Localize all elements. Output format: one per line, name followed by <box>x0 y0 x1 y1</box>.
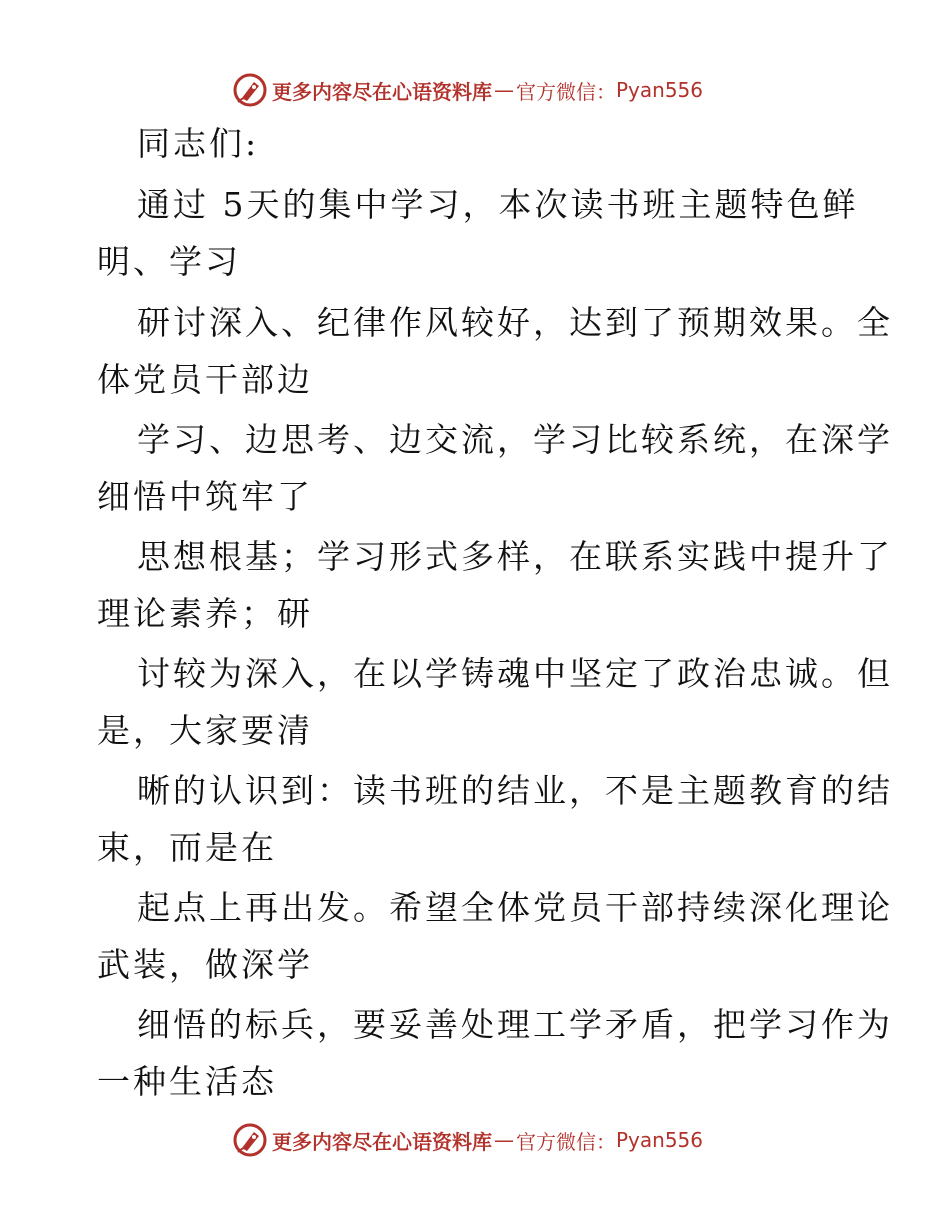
body-line: 明、学习 <box>97 242 241 281</box>
banner-separator: — <box>494 1128 514 1152</box>
body-line: 细悟中筑牢了 <box>97 477 313 516</box>
body-line: 束，而是在 <box>97 828 277 867</box>
banner-wechat-id: Pyan556 <box>616 78 704 102</box>
body-line: 同志们: <box>137 124 260 163</box>
body-line: 是，大家要清 <box>97 711 313 750</box>
banner-wechat-label: 官方微信： <box>516 1129 616 1154</box>
body-line: 理论素养；研 <box>97 594 313 633</box>
banner-separator: — <box>494 78 514 102</box>
body-line: 学习、边思考、边交流，学习比较系统，在深学 <box>137 420 893 459</box>
pen-nib-logo-icon <box>232 72 268 108</box>
banner-site-text: 更多内容尽在心语资料库 <box>272 1129 492 1154</box>
header-banner <box>232 70 703 110</box>
body-line: 起点上再出发。希望全体党员干部持续深化理论 <box>137 888 893 927</box>
body-line: 武装，做深学 <box>97 945 313 984</box>
banner-wechat-label: 官方微信： <box>516 79 616 104</box>
body-line: 体党员干部边 <box>97 360 313 399</box>
body-line: 研讨深入、纪律作风较好，达到了预期效果。全 <box>137 303 893 342</box>
footer-banner <box>232 1120 703 1160</box>
body-line: 通过 5天的集中学习，本次读书班主题特色鲜 <box>137 185 859 224</box>
banner-site-text: 更多内容尽在心语资料库 <box>272 79 492 104</box>
body-line: 晰的认识到：读书班的结业，不是主题教育的结 <box>137 771 893 810</box>
body-line: 一种生活态 <box>97 1062 277 1101</box>
body-line: 细悟的标兵，要妥善处理工学矛盾，把学习作为 <box>137 1005 893 1044</box>
body-line: 思想根基；学习形式多样，在联系实践中提升了 <box>137 537 893 576</box>
body-line: 讨较为深入，在以学铸魂中坚定了政治忠诚。但 <box>137 654 893 693</box>
banner-wechat-id: Pyan556 <box>616 1128 704 1152</box>
pen-nib-logo-icon <box>232 1122 268 1158</box>
